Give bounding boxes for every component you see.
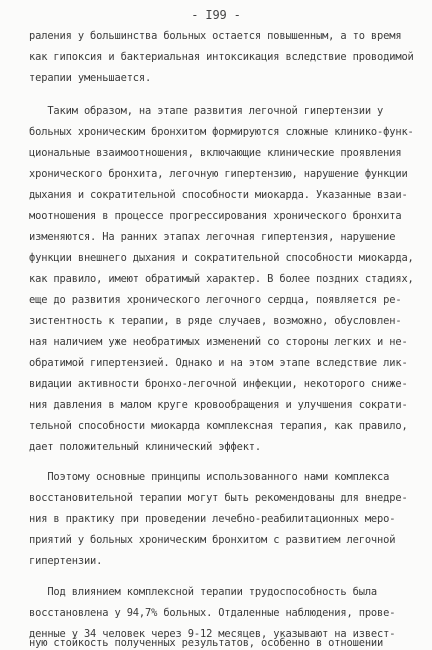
text-line: ная наличием уже необратимых изменений со стороны легких и не-: [29, 336, 408, 348]
text-line: изменяются. На ранних этапах легочная гипертензия, нарушение: [29, 231, 396, 243]
text-line: приятий у больных хроническим бронхитом с развитием легочной: [29, 534, 396, 546]
text-line: денные у 34 человек через 9-12 месяцев, указывают на извест-: [29, 628, 396, 640]
text-line: восстановлена у 94,7% больных. Отдаленные наблюдения, прове-: [29, 607, 396, 619]
page-number: - I99 -: [191, 8, 241, 22]
text-line: еще до развития хронического легочного сердца, появляется ре-: [29, 294, 402, 306]
text-line: функции внешнего дыхания и сократительной способности миокарда,: [29, 252, 414, 264]
text-line: терапии уменьшается.: [29, 72, 152, 84]
text-line: гипертензии.: [29, 555, 103, 567]
text-line: как гипоксия и бактериальная интоксикация вследствие проводимой: [29, 51, 414, 63]
text-line: ную стойкость полученных результатов, особенно в отношении: [29, 637, 384, 649]
text-line: ния в практику при проведении лечебно-реабилитационных меро-: [29, 513, 396, 525]
text-line: циональные взаимоотношения, включающие клинические проявления: [29, 147, 402, 159]
text-line: Поэтому основные принципы использованного нами комплекса: [29, 471, 390, 483]
text-line: дает положительный клинический эффект.: [29, 441, 262, 453]
text-line: обратимой гипертензией. Однако и на этом этапе вследствие лик-: [29, 357, 408, 369]
text-line: видации активности бронхо-легочной инфекции, некоторого сниже-: [29, 378, 408, 390]
text-line: как правило, имеют обратимый характер. В более поздних стадиях,: [29, 273, 414, 285]
text-line: Под влиянием комплексной терапии трудоспособность была: [29, 586, 378, 598]
text-line: дыхания и сократительной способности миокарда. Указанные взаи-: [29, 189, 408, 201]
text-line: ния давления в малом круге кровообращения и улучшения сократи-: [29, 399, 408, 411]
text-line: восстановительной терапии могут быть рекомендованы для внедре-: [29, 492, 408, 504]
text-line: Таким образом, на этапе развития легочной гипертензии у: [29, 105, 384, 117]
text-line: моотношения в процессе прогрессирования хронического бронхита: [29, 210, 402, 222]
text-line: тельной способности миокарда комплексная терапия, как правило,: [29, 420, 408, 432]
text-line: зистентность к терапии, в ряде случаев, возможно, обусловлен-: [29, 315, 402, 327]
text-line: хронического бронхита, легочную гипертензию, нарушение функции: [29, 168, 408, 180]
text-line: раления у большинства больных остается повышенным, а то время: [29, 30, 402, 42]
text-line: больных хроническим бронхитом формируются сложные клинико-функ-: [29, 126, 414, 138]
